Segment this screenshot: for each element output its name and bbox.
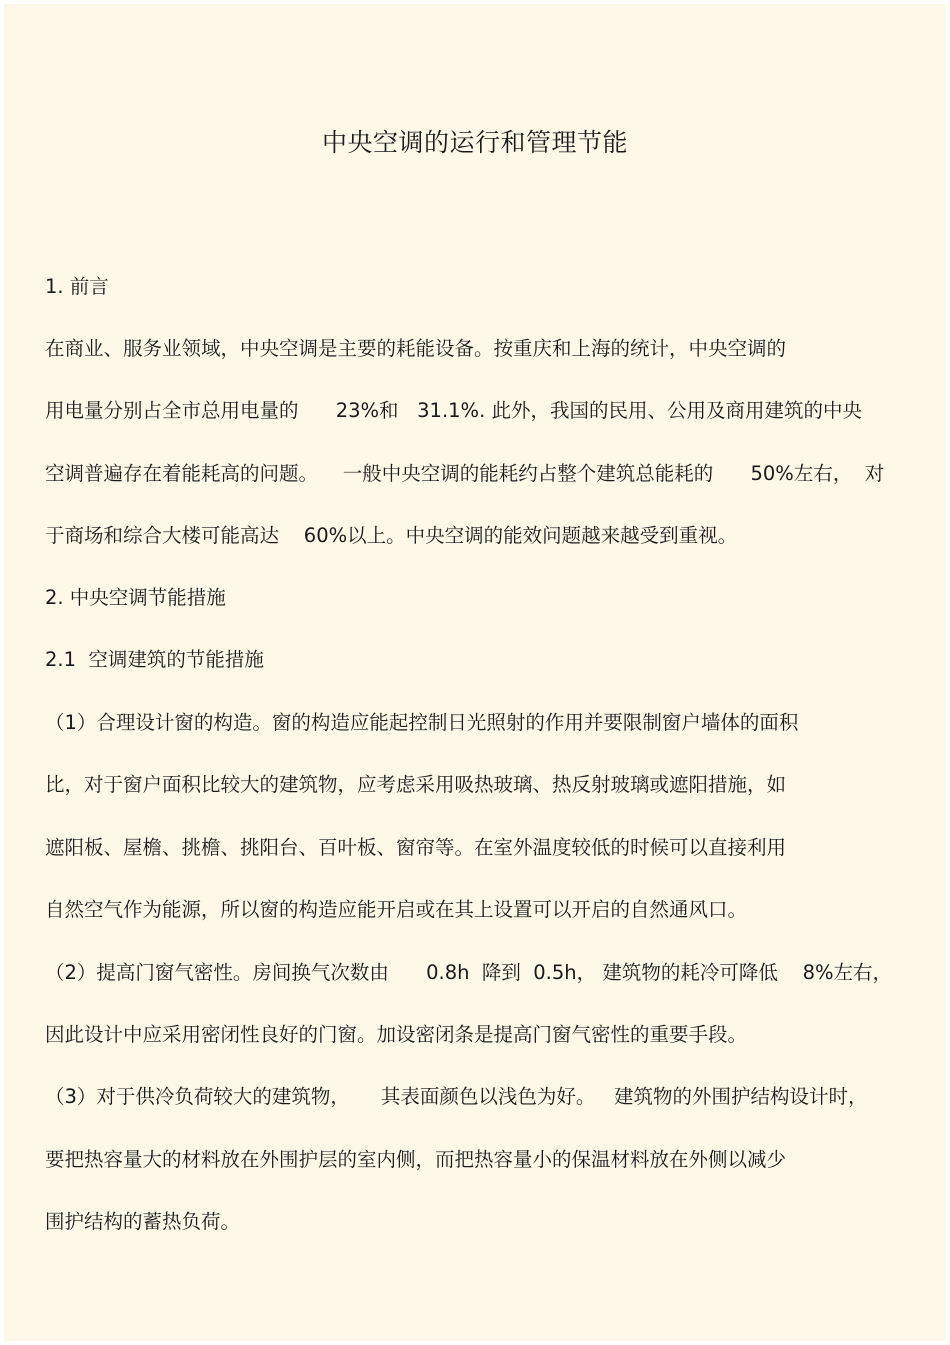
paragraph-line: 比，对于窗户面积比较大的建筑物，应考虑采用吸热玻璃、热反射玻璃或遮阳措施，如 <box>45 773 787 796</box>
paragraph-line: 于商场和综合大楼可能高达 60%以上。中央空调的能效问题越来越受到重视。 <box>45 524 738 547</box>
paragraph-line: 自然空气作为能源，所以窗的构造应能开启或在其上设置可以开启的自然通风口。 <box>45 898 748 921</box>
subsection-heading: 2.1 空调建筑的节能措施 <box>45 648 264 671</box>
paragraph-line: （2）提高门窗气密性。房间换气次数由 0.8h 降到 0.5h， 建筑物的耗冷可降低 8%左右， <box>45 961 893 984</box>
document-page <box>4 4 946 1341</box>
paragraph-line: 遮阳板、屋檐、挑檐、挑阳台、百叶板、窗帘等。在室外温度较低的时候可以直接利用 <box>45 836 787 859</box>
paragraph-line: 用电量分别占全市总用电量的 23%和 31.1%. 此外，我国的民用、公用及商用建筑的中央 <box>45 399 862 422</box>
paragraph-line: （1）合理设计窗的构造。窗的构造应能起控制日光照射的作用并要限制窗户墙体的面积 <box>45 711 799 734</box>
paragraph-line: 在商业、服务业领域，中央空调是主要的耗能设备。按重庆和上海的统计，中央空调的 <box>45 337 787 360</box>
paragraph-line: （3）对于供冷负荷较大的建筑物， 其表面颜色以浅色为好。 建筑物的外围护结构设计时， <box>45 1085 868 1108</box>
section-heading-measures: 2. 中央空调节能措施 <box>45 586 226 609</box>
section-heading-preface: 1. 前言 <box>45 275 109 298</box>
paragraph-line: 围护结构的蓄热负荷。 <box>45 1210 241 1233</box>
paragraph-line: 因此设计中应采用密闭性良好的门窗。加设密闭条是提高门窗气密性的重要手段。 <box>45 1023 748 1046</box>
document-title: 中央空调的运行和管理节能 <box>321 128 628 157</box>
paragraph-line: 空调普遍存在着能耗高的问题。 一般中央空调的能耗约占整个建筑总能耗的 50%左右， 对 <box>45 462 885 485</box>
paragraph-line: 要把热容量大的材料放在外围护层的室内侧，而把热容量小的保温材料放在外侧以减少 <box>45 1148 787 1171</box>
